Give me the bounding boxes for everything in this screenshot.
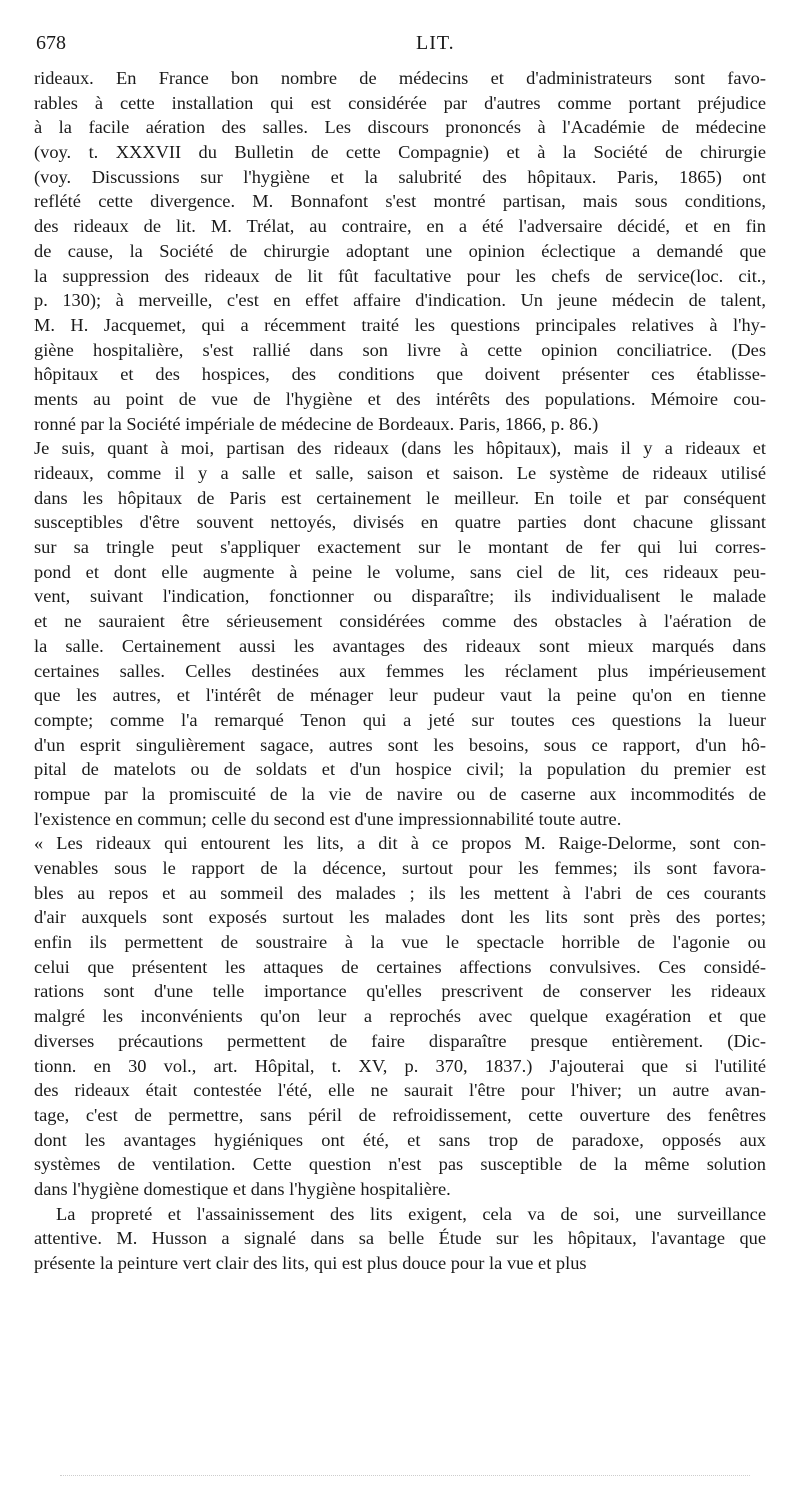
running-head: LIT. [416,32,455,54]
text-line: présente la peinture vert clair des lits, qui est plus douce pour la vue et plus [34,1253,587,1273]
text-line: giène hospitalière, s'est rallié dans son livre à cette opinion conciliatrice. (Des [34,339,766,360]
text-line: celui que présentent les attaques de certaines affections convulsives. Ces considé- [34,956,766,977]
text-line: dans l'hygiène domestique et dans l'hygiène hospitalière. [34,1178,451,1199]
text-line: venables sous le rapport de la décence, surtout pour les femmes; ils sont favora- [34,858,766,878]
text-line: de cause, la Société de chirurgie adoptant une opinion éclectique a demandé que [34,240,766,261]
text-line: rompue par la promiscuité de la vie de navire ou de caserne aux incommodités de [34,783,766,804]
text-line: Je suis, quant à moi, partisan des rideaux (dans les hôpitaux), mais il y a rideaux et [34,438,766,459]
text-line: la suppression des rideaux de lit fût facultative pour les chefs de service(loc. cit., [34,265,766,286]
text-line: des rideaux était contestée l'été, elle ne saurait l'être pour l'hiver; un autre avan- [34,1080,766,1101]
text-line: ments au point de vue de l'hygiène et des intérêts des populations. Mémoire cou- [34,388,766,409]
text-line: d'air auxquels sont exposés surtout les malades dont les lits sont près des portes; [34,907,766,928]
text-line: La propreté et l'assainissement des lits exigent, cela va de soi, une surveillance [56,1203,766,1224]
body-text [34,66,766,1276]
text-line: compte; comme l'a remarqué Tenon qui a jeté sur toutes ces questions la lueur [34,709,766,730]
text-line: (voy. Discussions sur l'hygiène et la salubrité des hôpitaux. Paris, 1865) ont [34,166,766,187]
text-line: enfin ils permettent de soustraire à la vue le spectacle horrible de l'agonie ou [34,932,766,953]
text-line: la salle. Certainement aussi les avantages des rideaux sont mieux marqués dans [34,635,766,656]
text-line: vent, suivant l'indication, fonctionner ou disparaître; ils individualisent le malade [34,586,766,607]
text-line: bles au repos et au sommeil des malades ; ils les mettent à l'abri de ces courants [34,882,766,903]
text-line: reflété cette divergence. M. Bonnafont s'est montré partisan, mais sous conditions, [34,191,766,212]
text-line: p. 130); à merveille, c'est en effet affaire d'indication. Un jeune médecin de talent, [34,290,766,311]
page-bottom-noise [60,1475,750,1478]
text-line: hôpitaux et des hospices, des conditions que doivent présenter ces établisse- [34,364,766,385]
text-line: systèmes de ventilation. Cette question n'est pas susceptible de la même solution [34,1154,766,1175]
text-line: malgré les inconvénients qu'on leur a reprochés avec quelque exagération et que [34,1006,766,1027]
page-header [36,28,766,58]
text-line: des rideaux de lit. M. Trélat, au contraire, en a été l'adversaire décidé, et en fin [34,216,766,237]
text-line: attentive. M. Husson a signalé dans sa belle Étude sur les hôpitaux, l'avantage que [34,1228,766,1249]
text-line: à la facile aération des salles. Les discours prononcés à l'Académie de médecine [34,117,766,138]
text-line: et ne sauraient être sérieusement considérées comme des obstacles à l'aération de [34,611,766,632]
text-line: rideaux. En France bon nombre de médecins et d'administrateurs sont favo- [34,68,766,88]
text-line: l'existence en commun; celle du second est d'une impressionnabilité toute autre. [34,808,622,829]
text-line: d'un esprit singulièrement sagace, autres sont les besoins, sous ce rapport, d'un hô- [34,734,766,755]
text-line: « Les rideaux qui entourent les lits, a dit à ce propos M. Raige-Delorme, sont con- [34,833,766,854]
text-line: susceptibles d'être souvent nettoyés, divisés en quatre parties dont chacune glissant [34,512,766,533]
page-number: 678 [36,32,66,54]
text-line: rations sont d'une telle importance qu'elles prescrivent de conserver les rideaux [34,981,766,1002]
text-line: dont les avantages hygiéniques ont été, et sans trop de paradoxe, opposés aux [34,1129,766,1150]
text-line: rables à cette installation qui est considérée par d'autres comme portant préjudice [34,92,766,113]
text-line: diverses précautions permettent de faire disparaître presque entièrement. (Dic- [34,1030,766,1051]
text-line: tage, c'est de permettre, sans péril de refroidissement, cette ouverture des fenêtres [34,1104,766,1125]
text-line: sur sa tringle peut s'appliquer exactement sur le montant de fer qui lui corres- [34,537,766,558]
text-line: M. H. Jacquemet, qui a récemment traité les questions principales relatives à l'hy- [34,314,766,335]
text-line: que les autres, et l'intérêt de ménager leur pudeur vaut la peine qu'on en tienne [34,685,766,706]
text-line: pond et dont elle augmente à peine le volume, sans ciel de lit, ces rideaux peu- [34,561,766,582]
text-line: ronné par la Société impériale de médecine de Bordeaux. Paris, 1866, p. 86.) [34,413,599,434]
text-line: pital de matelots ou de soldats et d'un hospice civil; la population du premier est [34,759,766,780]
text-line: certaines salles. Celles destinées aux femmes les réclament plus impérieusement [34,660,766,681]
text-line: dans les hôpitaux de Paris est certainement le meilleur. En toile et par conséquent [34,487,766,508]
text-line: rideaux, comme il y a salle et salle, saison et saison. Le système de rideaux utilisé [34,463,766,483]
text-line: (voy. t. XXXVII du Bulletin de cette Compagnie) et à la Société de chirurgie [34,142,766,163]
text-line: tionn. en 30 vol., art. Hôpital, t. XV, p. 370, 1837.) J'ajouterai que si l'utilité [34,1055,766,1076]
